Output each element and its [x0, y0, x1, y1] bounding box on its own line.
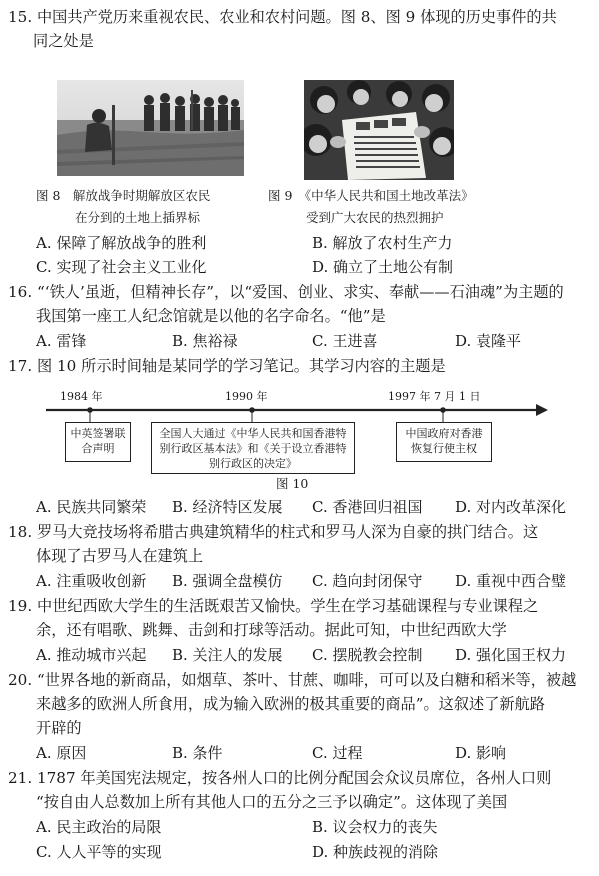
figure9-caption-line2: 受到广大农民的热烈拥护	[306, 210, 444, 225]
q20-option-b[interactable]: B. 条件	[172, 744, 223, 762]
q15-stem-line1: 15. 中国共产党历来重视农民、农业和农村问题。图 8、图 9 体现的历史事件的共	[8, 8, 557, 26]
q17-option-a[interactable]: A. 民族共同繁荣	[36, 498, 147, 516]
q19-option-b[interactable]: B. 关注人的发展	[172, 646, 283, 664]
q18-option-a[interactable]: A. 注重吸收创新	[36, 572, 147, 590]
figure10-caption: 图 10	[276, 476, 309, 491]
timeline-box-1990: 全国人大通过《中华人民共和国香港特别行政区基本法》和《关于设立香港特别行政区的决定》	[151, 422, 355, 474]
q19-stem-line1: 19. 中世纪西欧大学生的生活既艰苦又愉快。学生在学习基础课程与专业课程之	[8, 597, 539, 615]
timeline-year-1984: 1984 年	[60, 390, 103, 403]
q15-option-b[interactable]: B. 解放了农村生产力	[312, 234, 453, 252]
q18-option-c[interactable]: C. 趋向封闭保守	[312, 572, 423, 590]
q18-stem-line2: 体现了古罗马人在建筑上	[36, 547, 204, 565]
q21-stem-line2: “按自由人总数加上所有其他人口的五分之三予以确定”。这体现了美国	[36, 793, 508, 811]
q17-stem: 17. 图 10 所示时间轴是某同学的学习笔记。其学习内容的主题是	[8, 357, 446, 375]
q19-option-c[interactable]: C. 摆脱教会控制	[312, 646, 423, 664]
q17-option-d[interactable]: D. 对内改革深化	[455, 498, 567, 516]
q16-option-a[interactable]: A. 雷锋	[36, 332, 87, 350]
q16-option-c[interactable]: C. 王进喜	[312, 332, 378, 350]
timeline-box-1997: 中国政府对香港恢复行使主权	[396, 422, 492, 462]
figure9-photo	[304, 80, 454, 180]
figure10-timeline	[40, 380, 550, 475]
timeline-box-1984: 中英签署联合声明	[65, 422, 131, 462]
q20-option-c[interactable]: C. 过程	[312, 744, 363, 762]
timeline-year-1990: 1990 年	[225, 390, 268, 403]
q20-option-a[interactable]: A. 原因	[36, 744, 87, 762]
q19-stem-line2: 余，还有唱歌、跳舞、击剑和打球等活动。据此可知，中世纪西欧大学	[36, 621, 507, 639]
q20-stem-line2: 来越多的欧洲人所食用，成为输入欧洲的极其重要的商品”。这叙述了新航路	[36, 695, 545, 713]
q15-option-d[interactable]: D. 确立了土地公有制	[312, 258, 454, 276]
q15-option-c[interactable]: C. 实现了社会主义工业化	[36, 258, 207, 276]
q19-option-d[interactable]: D. 强化国王权力	[455, 646, 567, 664]
q15-option-a[interactable]: A. 保障了解放战争的胜利	[36, 234, 207, 252]
q17-option-b[interactable]: B. 经济特区发展	[172, 498, 283, 516]
q21-stem-line1: 21. 1787 年美国宪法规定，按各州人口的比例分配国会众议员席位，各州人口则	[8, 769, 552, 787]
figure8-caption-line1: 图 8 解放战争时期解放区农民	[36, 188, 211, 203]
q16-stem-line1: 16. “‘铁人’虽逝，但精神长存”，以“爱国、创业、求实、奉献——石油魂”为主题的	[8, 283, 564, 301]
q21-option-b[interactable]: B. 议会权力的丧失	[312, 818, 438, 836]
q16-stem-line2: 我国第一座工人纪念馆就是以他的名字命名。“他”是	[36, 307, 386, 325]
timeline-year-1997: 1997 年 7 月 1 日	[388, 390, 481, 403]
q15-stem-line2: 同之处是	[33, 32, 94, 50]
q18-stem-line1: 18. 罗马大竞技场将希腊古典建筑精华的柱式和罗马人深为自豪的拱门结合。这	[8, 523, 539, 541]
q17-option-c[interactable]: C. 香港回归祖国	[312, 498, 423, 516]
q18-option-b[interactable]: B. 强调全盘模仿	[172, 572, 283, 590]
q21-option-d[interactable]: D. 种族歧视的消除	[312, 843, 439, 861]
q21-option-a[interactable]: A. 民主政治的局限	[36, 818, 162, 836]
q19-option-a[interactable]: A. 推动城市兴起	[36, 646, 147, 664]
q20-stem-line1: 20. “世界各地的新商品，如烟草、茶叶、甘蔗、咖啡，可可以及白糖和稻米等，被越	[8, 671, 577, 689]
figure8-photo	[57, 80, 244, 176]
q16-option-d[interactable]: D. 袁隆平	[455, 332, 522, 350]
q20-stem-line3: 开辟的	[36, 719, 82, 737]
q20-option-d[interactable]: D. 影响	[455, 744, 507, 762]
figure9-caption-line1: 图 9 《中华人民共和国土地改革法》	[268, 188, 474, 203]
figure8-caption-line2: 在分到的土地上插界标	[75, 210, 201, 225]
q16-option-b[interactable]: B. 焦裕禄	[172, 332, 238, 350]
q18-option-d[interactable]: D. 重视中西合璧	[455, 572, 567, 590]
q21-option-c[interactable]: C. 人人平等的实现	[36, 843, 162, 861]
